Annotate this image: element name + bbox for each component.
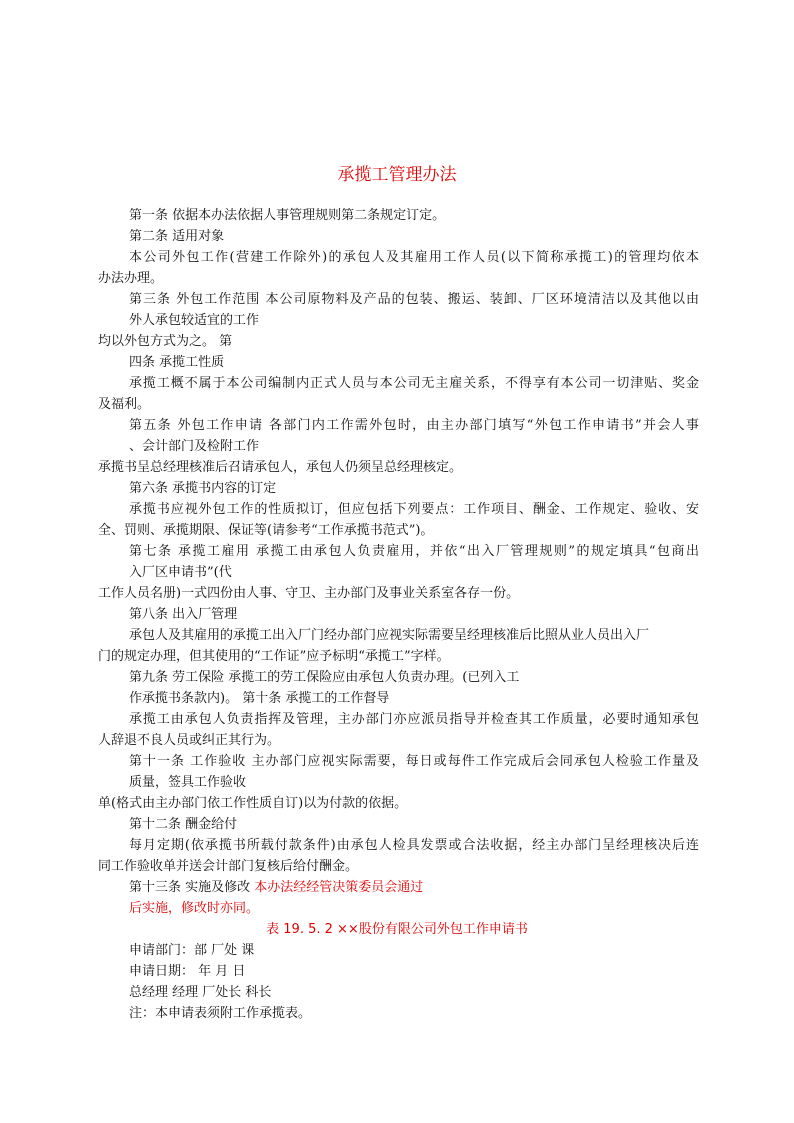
text-line: 门的规定办理，但其使用的“工作证”应予标明“承揽工”字样。: [98, 649, 450, 664]
text-line: 全、罚则、承揽期限、保证等(请参考“工作承揽书范式”)。: [98, 523, 434, 538]
form-note: 注：本申请表须附工作承揽表。: [129, 1006, 312, 1021]
text-line: 承揽书应视外包工作的性质拟订，但应包括下列要点：工作项目、酬金、工作规定、验收、安: [129, 502, 699, 517]
text-line: 办法办理。: [98, 271, 164, 286]
text-line: 及福利。: [98, 397, 151, 412]
text-line: 作承揽书条款内)。 第十条 承揽工的工作督导: [129, 691, 390, 706]
text-line: 四条 承揽工性质: [129, 355, 225, 370]
red-notice-part-2: 后实施，修改时亦同。: [129, 901, 260, 916]
text-line: 人辞退不良人员或纠正其行为。: [98, 733, 281, 748]
text-line: 每月定期(依承揽书所载付款条件)由承包人检具发票或合法收据，经主办部门呈经理核决后连: [129, 838, 699, 853]
text-line: 承揽工概不属于本公司编制内正式人员与本公司无主雇关系，不得享有本公司一切津贴、奖金: [129, 376, 699, 391]
red-notice-part-1: 本办法经经管决策委员会通过: [254, 880, 424, 895]
text-line: 第十二条 酬金给付: [129, 817, 238, 832]
text-line: 外人承包较适宜的工作: [129, 313, 260, 328]
text-line: 同工作验收单并送会计部门复核后给付酬金。: [98, 859, 359, 874]
text-line: 入厂区申请书”(代: [129, 565, 232, 580]
article-13-heading: 第十三条 实施及修改: [129, 880, 255, 895]
text-line: 第十一条 工作验收 主办部门应视实际需要，每日或每件工作完成后会同承包人检验工作量及: [129, 754, 699, 769]
text-line: 承揽工由承包人负责指挥及管理，主办部门亦应派员指导并检查其工作质量，必要时通知承包: [129, 712, 699, 727]
form-line: 总经理 经理 厂处长 科长: [129, 985, 272, 1000]
text-line: [129, 879, 423, 897]
text-line: 承揽书呈总经理核准后召请承包人，承包人仍须呈总经理核定。: [98, 460, 463, 475]
text-line: 承包人及其雇用的承揽工出入厂门经办部门应视实际需要呈经理核准后比照从业人员出入厂: [129, 628, 650, 643]
text-line: 、会计部门及检附工作: [129, 439, 260, 454]
text-line: 第六条 承揽书内容的订定: [129, 481, 277, 496]
text-line: 第二条 适用对象: [129, 229, 225, 244]
form-line: 申请日期： 年 月 日: [129, 964, 246, 979]
form-line: 申请部门：部 厂处 课: [129, 943, 255, 958]
text-line: 本公司外包工作(营建工作除外)的承包人及其雇用工作人员(以下简称承揽工)的管理均依本: [129, 250, 699, 265]
text-line: 工作人员名册)一式四份由人事、守卫、主办部门及事业关系室各存一份。: [98, 586, 520, 601]
text-line: 第五条 外包工作申请 各部门内工作需外包时，由主办部门填写“外包工作申请书”并会人事: [129, 418, 699, 433]
text-line: 第七条 承揽工雇用 承揽工由承包人负责雇用，并依“出入厂管理规则”的规定填具“包商出: [129, 544, 699, 559]
text-line: 均以外包方式为之。 第: [98, 334, 233, 349]
text-line: 第三条 外包工作范围 本公司原物料及产品的包装、搬运、装卸、厂区环境清洁以及其他以由: [129, 292, 699, 307]
table-caption: 表 19. 5. 2 ××股份有限公司外包工作申请书: [266, 922, 528, 937]
text-line: 第九条 劳工保险 承揽工的劳工保险应由承包人负责办理。(已列入工: [129, 670, 520, 685]
text-line: 质量，签具工作验收: [129, 775, 247, 790]
text-line: 第八条 出入厂管理: [129, 607, 238, 622]
text-line: 单(格式由主办部门依工作性质自订)以为付款的依据。: [98, 796, 408, 811]
text-line: 第一条 依据本办法依据人事管理规则第二条规定订定。: [129, 208, 446, 223]
page-title: 承揽工管理办法: [337, 165, 457, 185]
